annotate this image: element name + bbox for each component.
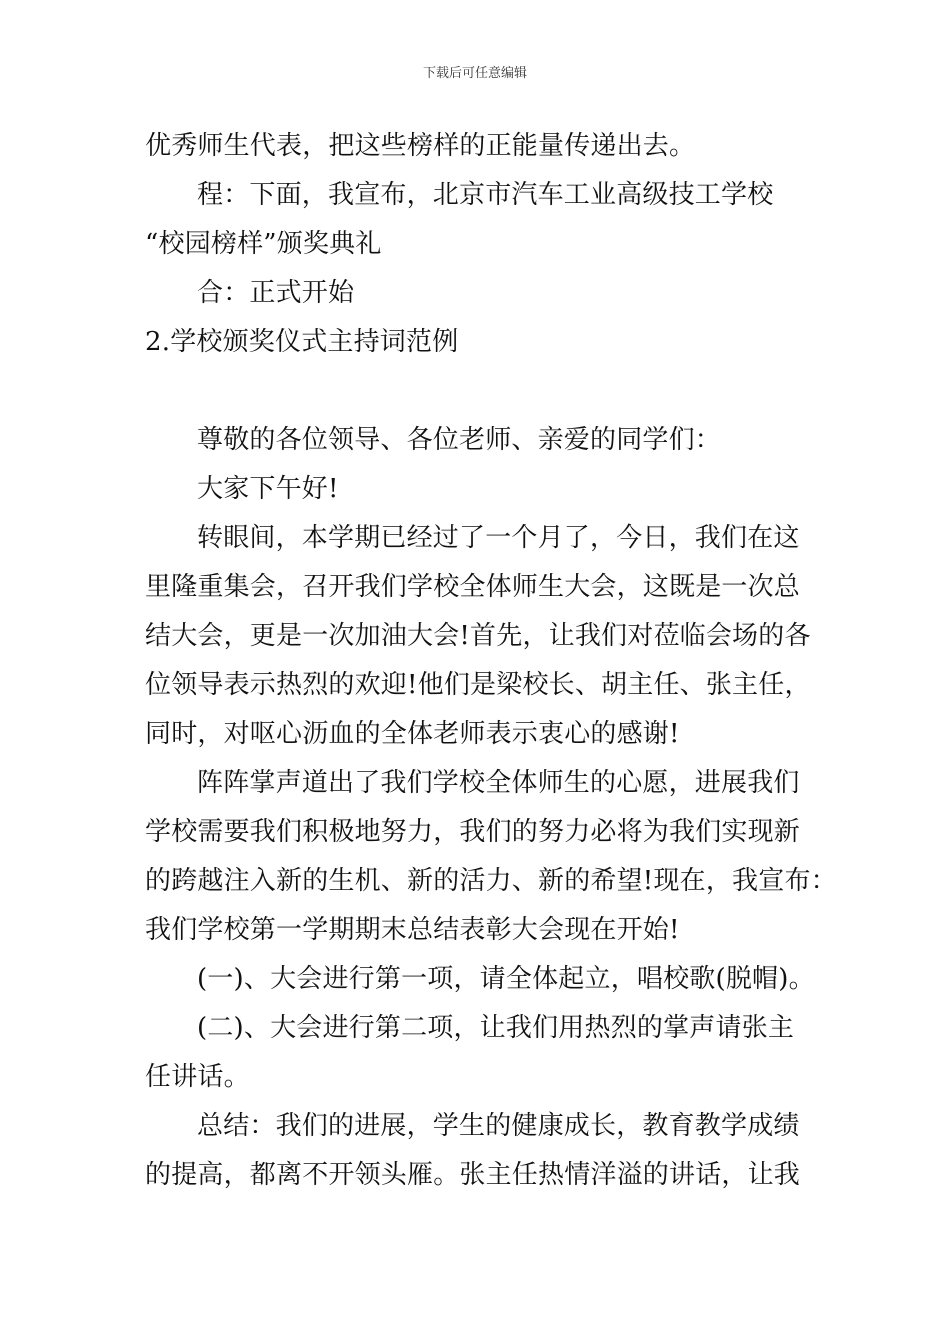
text-line: 大家下午好! [197, 474, 339, 504]
text-line: 里隆重集会，召开我们学校全体师生大会，这既是一次总 [145, 572, 801, 602]
text-line: 尊敬的各位领导、各位老师、亲爱的同学们： [197, 425, 722, 455]
page-header: 下载后可任意编辑 [422, 66, 527, 81]
text-line: 的跨越注入新的生机、新的活力、新的希望!现在，我宣布： [145, 866, 837, 896]
text-line: 阵阵掌声道出了我们学校全体师生的心愿，进展我们 [197, 768, 800, 798]
blank-line [145, 367, 815, 416]
text-line: 结大会，更是一次加油大会!首先，让我们对莅临会场的各 [145, 621, 811, 651]
text-line: 学校需要我们积极地努力，我们的努力必将为我们实现新 [145, 817, 801, 847]
section-heading: 2.学校颁奖仪式主持词范例 [145, 327, 459, 357]
text-line: 同时，对呕心沥血的全体老师表示衷心的感谢! [145, 719, 680, 749]
text-line: 我们学校第一学期期末总结表彰大会现在开始! [145, 915, 680, 945]
text-line: “校园榜样”颁奖典礼 [145, 229, 382, 259]
text-line: 合：正式开始 [197, 278, 355, 308]
text-line: 总结：我们的进展，学生的健康成长，教育教学成绩 [197, 1111, 800, 1141]
text-line: 优秀师生代表，把这些榜样的正能量传递出去。 [145, 131, 696, 161]
document-body [145, 122, 837, 1200]
text-line: (二)、大会进行第二项，让我们用热烈的掌声请张主 [197, 1013, 795, 1043]
text-line: 转眼间，本学期已经过了一个月了，今日，我们在这 [197, 523, 800, 553]
text-line: 任讲话。 [145, 1062, 250, 1092]
text-line: (一)、大会进行第一项，请全体起立，唱校歌(脱帽)。 [197, 964, 815, 994]
text-line: 程：下面，我宣布，北京市汽车工业高级技工学校 [197, 180, 774, 210]
text-line: 位领导表示热烈的欢迎!他们是梁校长、胡主任、张主任， [145, 670, 811, 700]
text-line: 的提高，都离不开领头雁。张主任热情洋溢的讲话，让我 [145, 1160, 801, 1190]
